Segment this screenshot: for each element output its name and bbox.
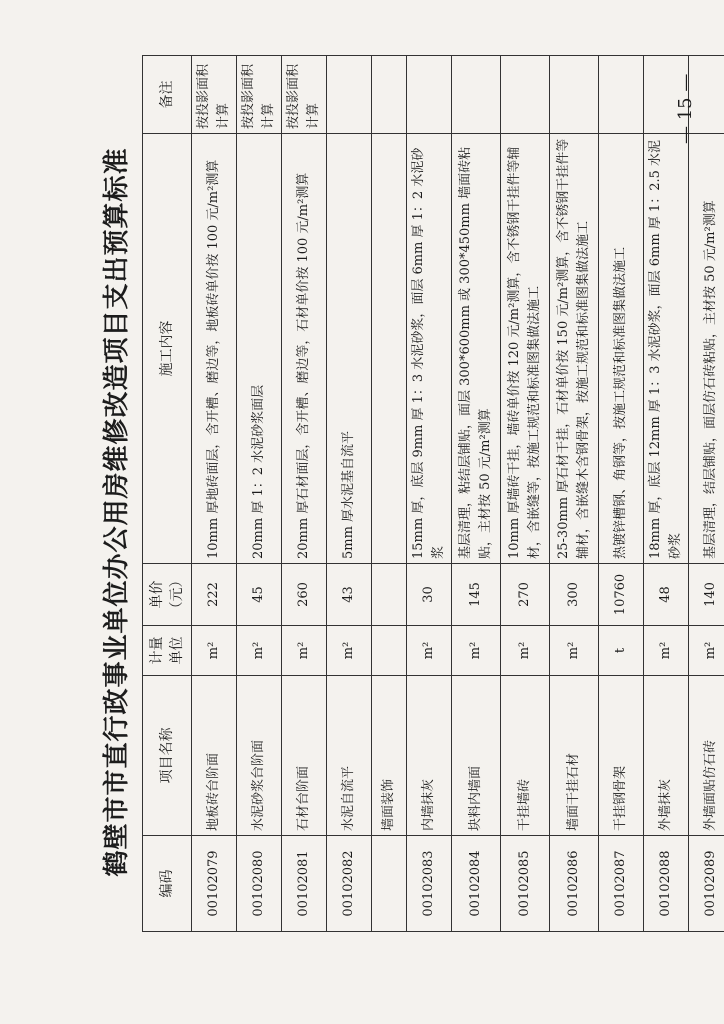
- row-name: 水泥砂浆台阶面: [237, 676, 282, 836]
- table-row: [237, 56, 282, 932]
- row-price: 48: [644, 564, 689, 626]
- row-unit: t: [599, 626, 644, 676]
- row-unit: m²: [282, 626, 327, 676]
- row-unit: m²: [237, 626, 282, 676]
- row-name: 水泥自流平: [327, 676, 372, 836]
- header-content: 施工内容: [143, 134, 192, 564]
- header-price: 单价（元）: [143, 564, 192, 626]
- row-note: [550, 56, 599, 134]
- section-row: [372, 56, 407, 932]
- row-content: 10mm 厚地砖面层，含开槽、磨边等，地板砖单价按 100 元/m²测算: [192, 134, 237, 564]
- row-price: 300: [550, 564, 599, 626]
- table-row: [550, 56, 599, 932]
- header-name: 项目名称: [143, 676, 192, 836]
- section-name: 墙面装饰: [372, 676, 407, 836]
- row-note: [501, 56, 550, 134]
- document-title: 鹤壁市市直行政事业单位办公用房维修改造项目支出预算标准: [102, 147, 132, 877]
- row-unit: m²: [192, 626, 237, 676]
- row-note: [372, 56, 407, 134]
- row-name: 内墙抹灰: [407, 676, 452, 836]
- row-content: 10mm 厚墙砖干挂，墙砖单价按 120 元/m²测算，含不锈钢干挂件等辅材，含嵌缝等，按施工规范和标准图集做法施工: [501, 134, 550, 564]
- row-unit: m²: [689, 626, 724, 676]
- row-code: 00102088: [644, 836, 689, 932]
- table-row: [599, 56, 644, 932]
- row-unit: m²: [501, 626, 550, 676]
- row-note: 按投影面积计算: [282, 56, 327, 134]
- row-content: 基层清理，结层铺贴，面层仿石砖粘贴，主材按 50 元/m²测算: [689, 134, 724, 564]
- row-price: 10760: [599, 564, 644, 626]
- row-code: [372, 836, 407, 932]
- row-price: 140: [689, 564, 724, 626]
- row-note: [452, 56, 501, 134]
- header-note: 备注: [143, 56, 192, 134]
- row-unit: m²: [407, 626, 452, 676]
- row-code: 00102079: [192, 836, 237, 932]
- row-name: 外墙面贴仿石砖: [689, 676, 724, 836]
- row-content: 20mm 厚 1：2 水泥砂浆面层: [237, 134, 282, 564]
- row-content: 18mm 厚，底层 12mm 厚 1：3 水泥砂浆，面层 6mm 厚 1：2.5 水泥砂浆: [644, 134, 689, 564]
- row-price: 43: [327, 564, 372, 626]
- row-unit: m²: [327, 626, 372, 676]
- table-row: [452, 56, 501, 932]
- row-note: [407, 56, 452, 134]
- row-price: 145: [452, 564, 501, 626]
- row-content: 基层清理，粘结层铺贴，面层 300*600mm 或 300*450mm 墙面砖粘贴，主材按 50 元/m²测算: [452, 134, 501, 564]
- row-price: 260: [282, 564, 327, 626]
- row-name: 块料内墙面: [452, 676, 501, 836]
- row-name: 干挂钢骨架: [599, 676, 644, 836]
- row-name: 干挂墙砖: [501, 676, 550, 836]
- row-price: 222: [192, 564, 237, 626]
- row-code: 00102085: [501, 836, 550, 932]
- row-code: 00102081: [282, 836, 327, 932]
- budget-table: [142, 55, 724, 932]
- row-name: 墙面干挂石材: [550, 676, 599, 836]
- table-row: [327, 56, 372, 932]
- table-row: [192, 56, 237, 932]
- row-code: 00102080: [237, 836, 282, 932]
- row-content: 15mm 厚，底层 9mm 厚 1：3 水泥砂浆，面层 6mm 厚 1：2 水泥砂浆: [407, 134, 452, 564]
- page-number: — 15 —: [675, 73, 696, 144]
- table-row: [644, 56, 689, 932]
- row-price: [372, 564, 407, 626]
- row-name: 地板砖台阶面: [192, 676, 237, 836]
- row-price: 30: [407, 564, 452, 626]
- row-code: 00102083: [407, 836, 452, 932]
- row-name: 石材台阶面: [282, 676, 327, 836]
- row-content: 20mm 厚石材面层，含开槽、磨边等，石材单价按 100 元/m²测算: [282, 134, 327, 564]
- row-code: 00102082: [327, 836, 372, 932]
- row-note: 按投影面积计算: [237, 56, 282, 134]
- row-unit: m²: [550, 626, 599, 676]
- row-note: [599, 56, 644, 134]
- header-unit: 计量单位: [143, 626, 192, 676]
- table-row: [407, 56, 452, 932]
- row-content: 热镀锌槽钢、角钢等，按施工规范和标准图集做法施工: [599, 134, 644, 564]
- row-unit: m²: [644, 626, 689, 676]
- table-row: [501, 56, 550, 932]
- table-header-row: [143, 56, 192, 932]
- row-price: 270: [501, 564, 550, 626]
- row-code: 00102089: [689, 836, 724, 932]
- row-code: 00102087: [599, 836, 644, 932]
- table-row: [282, 56, 327, 932]
- row-unit: [372, 626, 407, 676]
- table-row: [689, 56, 724, 932]
- row-code: 00102086: [550, 836, 599, 932]
- header-code: 编码: [143, 836, 192, 932]
- row-content: [372, 134, 407, 564]
- row-note: [327, 56, 372, 134]
- row-content: 25-30mm 厚石材干挂，石材单价按 150 元/m²测算，含不锈钢干挂件等辅材，含嵌缝木含钢骨架，按施工规范和标准图集做法施工: [550, 134, 599, 564]
- row-code: 00102084: [452, 836, 501, 932]
- row-name: 外墙抹灰: [644, 676, 689, 836]
- row-unit: m²: [452, 626, 501, 676]
- row-note: 按投影面积计算: [192, 56, 237, 134]
- row-content: 5mm 厚水泥基自流平: [327, 134, 372, 564]
- row-price: 45: [237, 564, 282, 626]
